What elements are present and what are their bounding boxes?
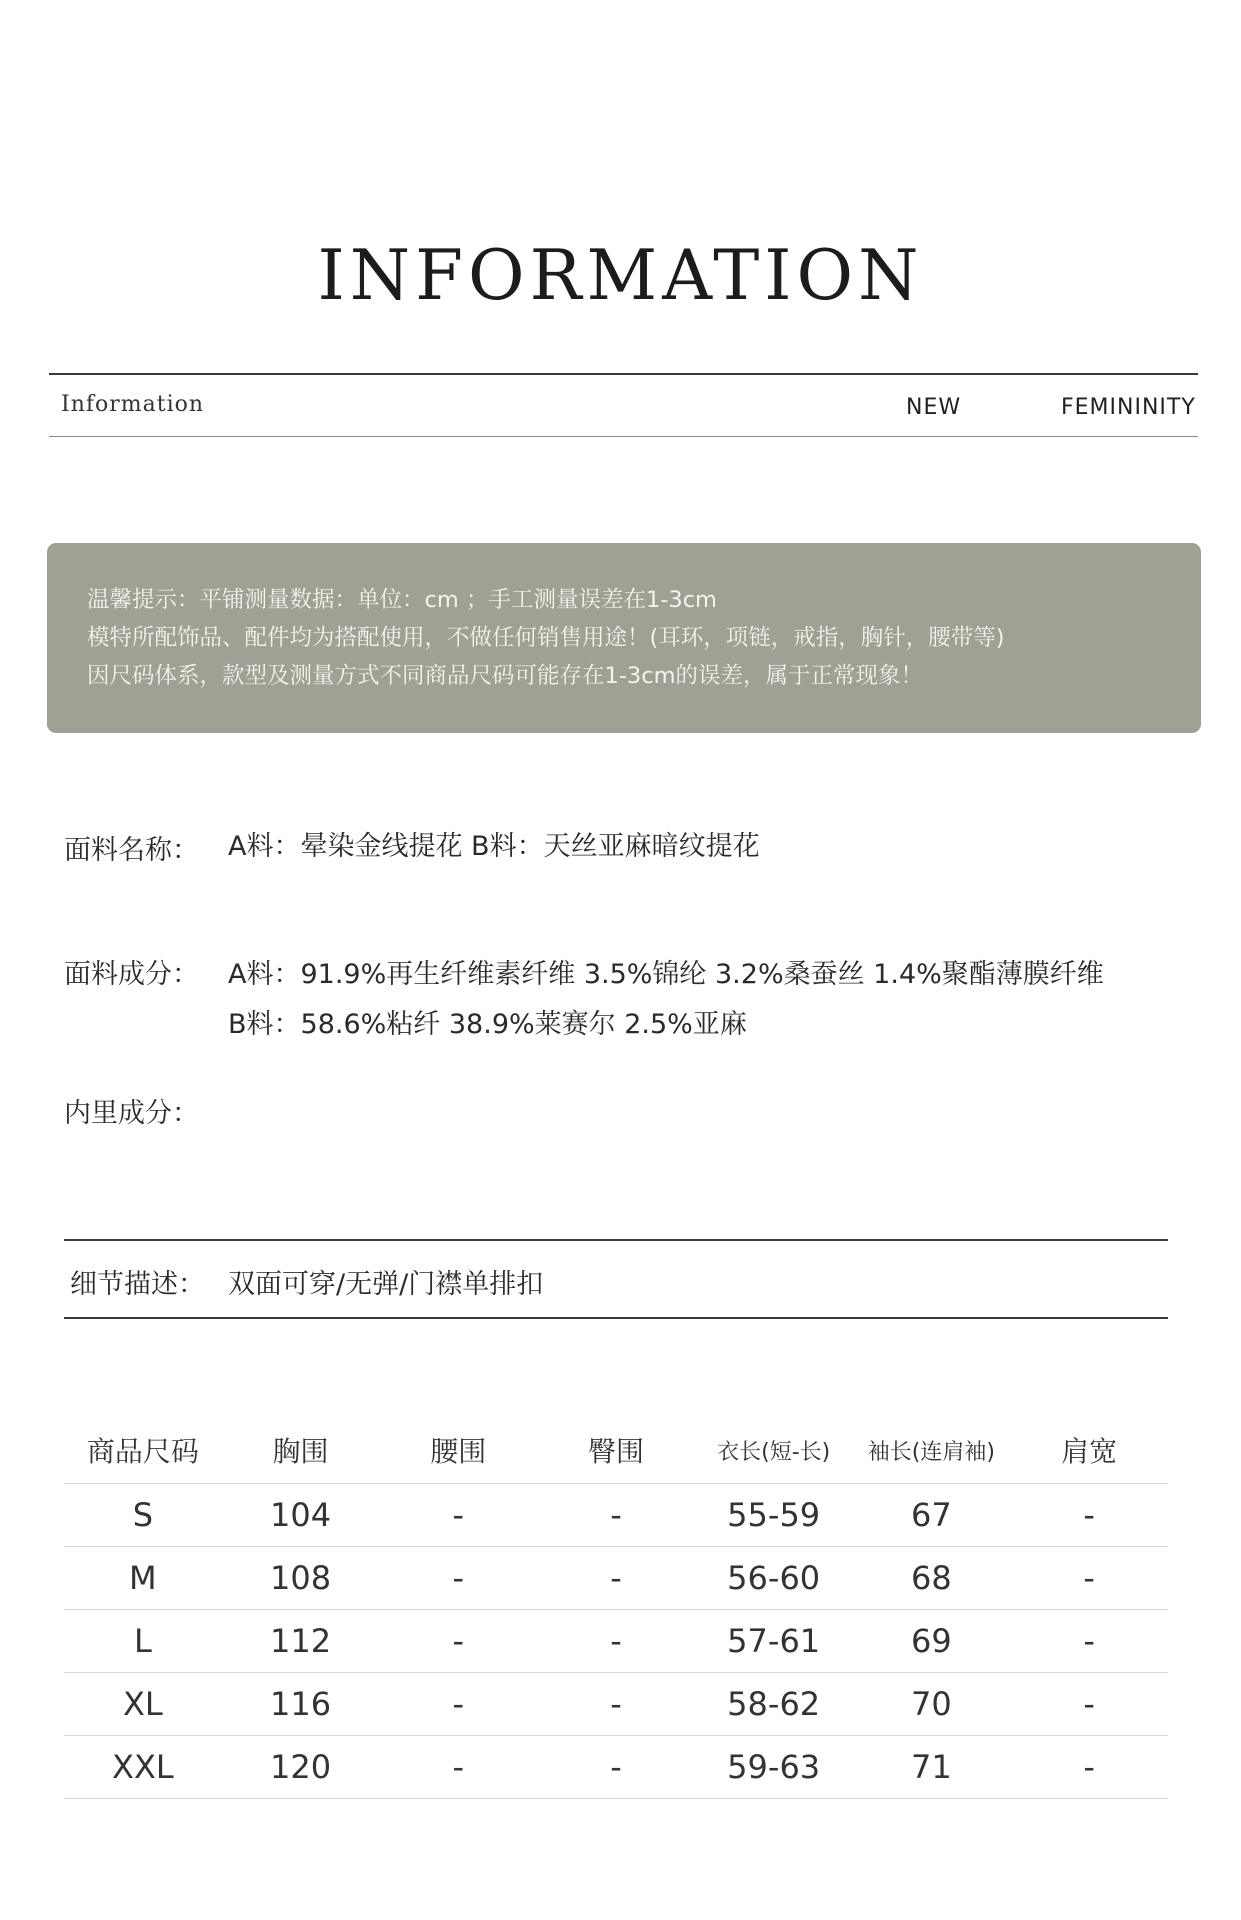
cell-hip: - — [537, 1547, 695, 1610]
size-table — [64, 1417, 1168, 1799]
table-row — [64, 1673, 1168, 1736]
section-label: Information — [61, 392, 205, 417]
cell-shoulder: - — [1010, 1484, 1168, 1547]
fabric-composition-b: B料：58.6%粘纤 38.9%莱赛尔 2.5%亚麻 — [228, 1009, 747, 1040]
header-waist: 腰围 — [379, 1417, 537, 1484]
cell-waist: - — [379, 1736, 537, 1799]
table-row — [64, 1484, 1168, 1547]
table-row — [64, 1610, 1168, 1673]
cell-shoulder: - — [1010, 1736, 1168, 1799]
page-title: INFORMATION — [317, 236, 924, 316]
header-bottom-rule — [49, 436, 1198, 437]
cell-length: 55-59 — [695, 1484, 853, 1547]
cell-sleeve: 68 — [853, 1547, 1011, 1610]
cell-length: 58-62 — [695, 1673, 853, 1736]
cell-sleeve: 67 — [853, 1484, 1011, 1547]
cell-hip: - — [537, 1484, 695, 1547]
cell-size: L — [64, 1610, 222, 1673]
header-length: 衣长(短-长) — [695, 1417, 853, 1484]
cell-sleeve: 71 — [853, 1736, 1011, 1799]
nav-femininity: FEMININITY — [1061, 395, 1196, 420]
fabric-name-label: 面料名称： — [64, 835, 199, 866]
cell-size: S — [64, 1484, 222, 1547]
cell-length: 59-63 — [695, 1736, 853, 1799]
cell-waist: - — [379, 1547, 537, 1610]
table-row — [64, 1547, 1168, 1610]
cell-sleeve: 69 — [853, 1610, 1011, 1673]
cell-shoulder: - — [1010, 1610, 1168, 1673]
fabric-composition-a: A料：91.9%再生纤维素纤维 3.5%锦纶 3.2%桑蚕丝 1.4%聚酯薄膜纤维 — [228, 959, 1104, 990]
header-size: 商品尺码 — [64, 1417, 222, 1484]
cell-hip: - — [537, 1610, 695, 1673]
header-chest: 胸围 — [222, 1417, 380, 1484]
notice-line: 因尺码体系，款型及测量方式不同商品尺码可能存在1-3cm的误差，属于正常现象！ — [87, 663, 924, 689]
cell-hip: - — [537, 1673, 695, 1736]
lining-label: 内里成分： — [64, 1098, 199, 1129]
cell-length: 56-60 — [695, 1547, 853, 1610]
cell-shoulder: - — [1010, 1673, 1168, 1736]
cell-chest: 116 — [222, 1673, 380, 1736]
cell-size: XXL — [64, 1736, 222, 1799]
header-sleeve: 袖长(连肩袖) — [853, 1417, 1011, 1484]
notice-line: 模特所配饰品、配件均为搭配使用，不做任何销售用途！(耳环，项链，戒指，胸针，腰带等) — [87, 625, 1005, 651]
cell-waist: - — [379, 1673, 537, 1736]
details-bottom-rule — [64, 1317, 1168, 1319]
cell-hip: - — [537, 1736, 695, 1799]
notice-box — [47, 543, 1201, 733]
cell-chest: 104 — [222, 1484, 380, 1547]
fabric-name-value: A料：晕染金线提花 B料：天丝亚麻暗纹提花 — [228, 831, 760, 862]
notice-line: 温馨提示：平铺测量数据：单位：cm ；手工测量误差在1-3cm — [87, 587, 717, 613]
header-hip: 臀围 — [537, 1417, 695, 1484]
header-shoulder: 肩宽 — [1010, 1417, 1168, 1484]
fabric-composition-label: 面料成分： — [64, 959, 199, 990]
nav-new: NEW — [906, 395, 962, 420]
cell-shoulder: - — [1010, 1547, 1168, 1610]
details-top-rule — [64, 1239, 1168, 1241]
cell-chest: 108 — [222, 1547, 380, 1610]
cell-chest: 112 — [222, 1610, 380, 1673]
header-top-rule — [49, 373, 1198, 375]
cell-waist: - — [379, 1610, 537, 1673]
details-value: 双面可穿/无弹/门襟单排扣 — [228, 1269, 544, 1300]
cell-size: M — [64, 1547, 222, 1610]
cell-length: 57-61 — [695, 1610, 853, 1673]
table-row — [64, 1736, 1168, 1799]
cell-size: XL — [64, 1673, 222, 1736]
cell-waist: - — [379, 1484, 537, 1547]
size-table-header — [64, 1417, 1168, 1484]
details-label: 细节描述： — [70, 1269, 205, 1300]
cell-chest: 120 — [222, 1736, 380, 1799]
cell-sleeve: 70 — [853, 1673, 1011, 1736]
